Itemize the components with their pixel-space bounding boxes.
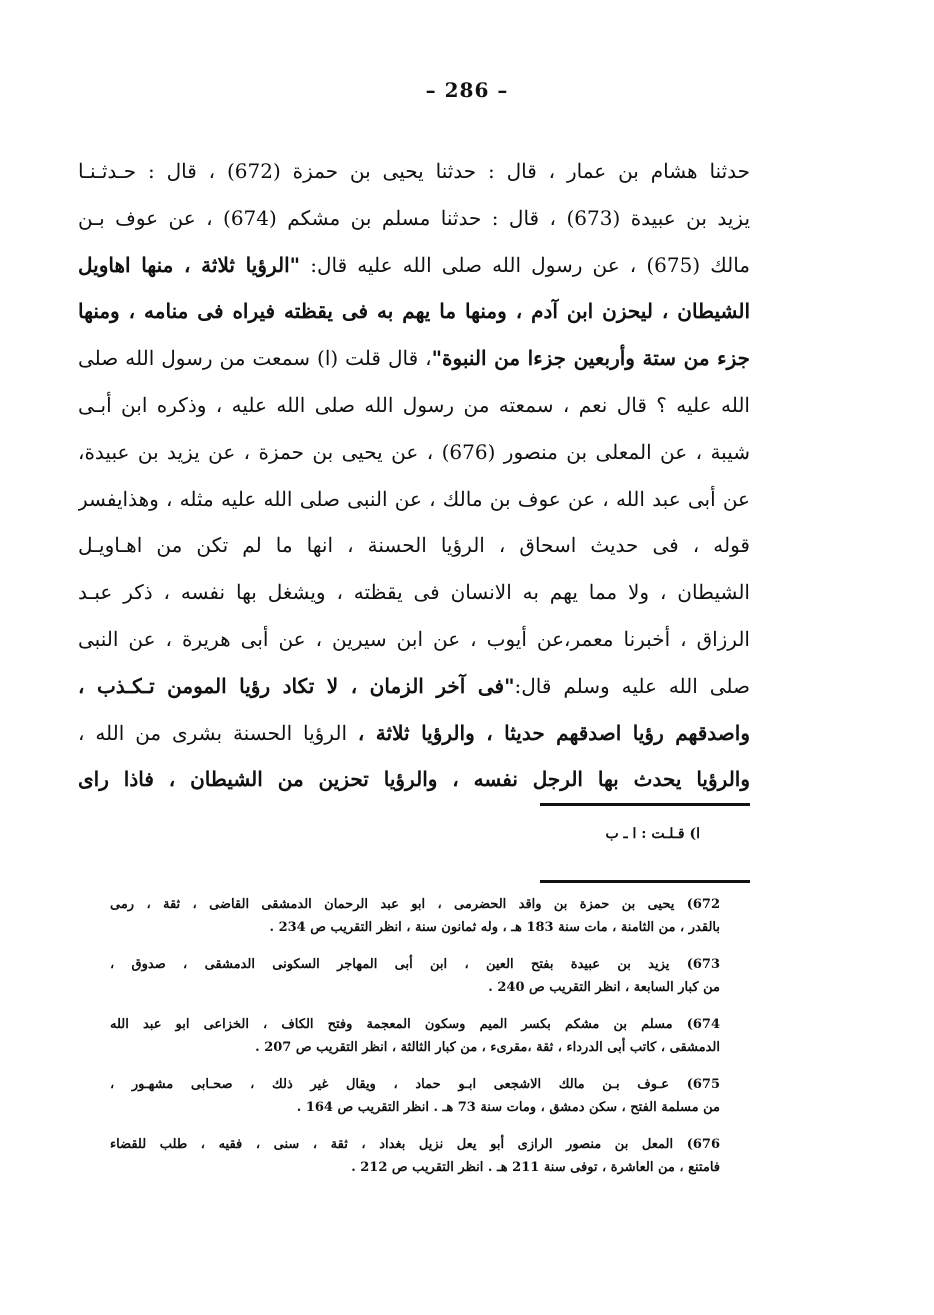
footnote-line: 673) يزيد بن عبيدة بفتح العين ، ابن أبى المهاجر السكونى الدمشقى ، صدوق ، — [110, 957, 720, 972]
text-line — [78, 335, 750, 382]
main-text — [78, 148, 750, 803]
text-segment: الرزاق ، أخبرنا معمر،عن أيوب ، عن ابن سيرين ، عن أبى هريرة ، عن النبى — [78, 626, 750, 651]
footnote-line: بالقدر ، من الثامنة ، مات سنة 183 هـ ، وله ثمانون سنة ، انظر التقريب ص 234 . — [269, 920, 720, 935]
page-number — [0, 78, 934, 102]
text-line — [78, 663, 750, 710]
text-segment: قوله ، فى حديث اسحاق ، الرؤيا الحسنة ، انها ما لم تكن من اهـاويـل — [78, 533, 750, 558]
footnotes — [110, 893, 720, 1193]
text-line — [78, 429, 750, 476]
text-segment: ، قال قلت (ا) سمعت من رسول الله صلى — [78, 346, 432, 371]
text-segment: الله عليه ؟ قال نعم ، سمعته من رسول الله صلى الله عليه ، وذكره ابن أبـى — [78, 392, 750, 417]
page-number-dash-left: – — [425, 78, 437, 102]
text-line — [78, 382, 750, 429]
footnote-line: الدمشقى ، كاتب أبى الدرداء ، ثقة ،مقرىء ، من كبار الثالثة ، انظر التقريب ص 207 . — [255, 1040, 720, 1055]
hadith-quote: جزء من ستة وأربعين جزءا من النبوة" — [431, 346, 750, 371]
text-line — [78, 522, 750, 569]
text-segment: عن أبى عبد الله ، عن عوف بن مالك ، عن النبى صلى الله عليه مثله ، وهذايفسر — [78, 486, 750, 511]
text-segment: يزيد بن عبيدة (673) ، قال : حدثنا مسلم بن مشكم (674) ، عن عوف بـن — [78, 205, 750, 230]
hadith-quote: واصدقهم رؤيا اصدقهم حديثا ، والرؤيا ثلاثة ، — [357, 720, 750, 745]
text-segment: الرؤيا الحسنة بشرى من الله ، — [78, 720, 358, 745]
variant-note: ا) قـلـت : ا ـ ب — [605, 826, 700, 842]
text-line — [78, 710, 750, 757]
text-segment: حدثنا هشام بن عمار ، قال : حدثنا يحيى بن حمزة (672) ، قال : حـدثـنـا — [78, 159, 750, 183]
text-line — [78, 616, 750, 663]
hadith-quote: "فى آخر الزمان ، لا تكاد رؤيا المومن تـكـذب ، — [78, 673, 515, 698]
footnote-line: 675) عـوف بـن مالك الاشجعى ابـو حماد ، ويقال غير ذلك ، صحـابى مشهـور ، — [110, 1077, 720, 1092]
footnote-line: فامتنع ، من العاشرة ، توفى سنة 211 هـ . انظر التقريب ص 212 . — [351, 1160, 720, 1175]
footnote — [110, 953, 720, 999]
page-number-dash-right: – — [497, 78, 509, 102]
text-segment: مالك (675) ، عن رسول الله صلى الله عليه قال: — [300, 252, 750, 277]
footnote — [110, 893, 720, 939]
footnote-line: 672) يحيى بن حمزة بن واقد الحضرمى ، ابو عبد الرحمان الدمشقى القاضى ، ثقة ، رمى — [110, 897, 720, 912]
text-segment: شيبة ، عن المعلى بن منصور (676) ، عن يحيى بن حمزة ، عن يزيد بن عبيدة، — [78, 439, 750, 464]
hadith-quote: "الرؤيا ثلاثة ، منها اهاويل — [78, 252, 301, 277]
text-line — [78, 148, 750, 195]
text-segment: الشيطان ، ولا مما يهم به الانسان فى يقظته ، ويشغل بها نفسه ، ذكر عبـد — [78, 580, 750, 605]
text-segment: صلى الله عليه وسلم قال: — [514, 673, 750, 698]
text-line — [78, 242, 750, 289]
hadith-quote: الشيطان ، ليحزن ابن آدم ، ومنها ما يهم به فى يقظته فيراه فى منامه ، ومنها — [78, 299, 750, 324]
footnote — [110, 1073, 720, 1119]
footnote-line: من مسلمة الفتح ، سكن دمشق ، ومات سنة 73 هـ . انظر التقريب ص 164 . — [296, 1100, 720, 1115]
text-line — [78, 756, 750, 803]
footnote — [110, 1133, 720, 1179]
text-line — [78, 569, 750, 616]
text-line — [78, 288, 750, 335]
footnote-separator-top — [540, 803, 750, 806]
footnote-line: 676) المعل بن منصور الرازى أبو يعل نزيل بغداد ، ثقة ، سنى ، فقيه ، طلب للقضاء — [110, 1137, 720, 1152]
footnote-separator-bottom — [540, 880, 750, 883]
hadith-quote: والرؤيا يحدث بها الرجل نفسه ، والرؤيا تحزين من الشيطان ، فاذا راى — [78, 767, 750, 792]
text-line — [78, 476, 750, 523]
page-number-value: 286 — [444, 78, 490, 102]
footnote-line: من كبار السابعة ، انظر التقريب ص 240 . — [488, 980, 720, 995]
text-line — [78, 195, 750, 242]
footnote — [110, 1013, 720, 1059]
footnote-line: 674) مسلم بن مشكم بكسر الميم وسكون المعجمة وفتح الكاف ، الخزاعى ابو عبد الله — [110, 1017, 720, 1032]
